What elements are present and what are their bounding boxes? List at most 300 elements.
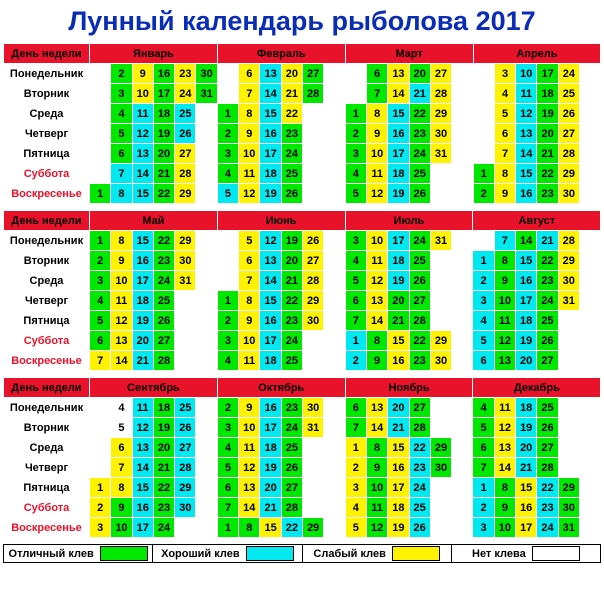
day-cell: 30 bbox=[303, 311, 324, 331]
day-cell: 20 bbox=[388, 291, 409, 311]
day-cell: 7 bbox=[111, 164, 132, 184]
empty-cell bbox=[580, 164, 601, 184]
legend-item bbox=[452, 545, 600, 562]
weekday-label: Среда bbox=[4, 271, 90, 291]
day-cell: 18 bbox=[260, 164, 281, 184]
weekday-label: Воскресенье bbox=[4, 518, 90, 538]
day-cell: 7 bbox=[111, 458, 132, 478]
legend-swatch bbox=[532, 546, 580, 561]
month-header: Август bbox=[473, 211, 601, 231]
day-cell: 3 bbox=[345, 231, 366, 251]
day-cell: 5 bbox=[473, 331, 494, 351]
empty-cell bbox=[324, 458, 345, 478]
day-cell: 25 bbox=[153, 291, 174, 311]
day-cell: 1 bbox=[217, 291, 238, 311]
day-cell: 24 bbox=[537, 291, 558, 311]
table-row bbox=[4, 478, 601, 498]
day-cell: 19 bbox=[388, 184, 409, 204]
legend-label: Отличный клев bbox=[8, 547, 94, 560]
month-header: Декабрь bbox=[473, 378, 601, 398]
weekday-label: Воскресенье bbox=[4, 351, 90, 371]
day-cell: 7 bbox=[217, 498, 238, 518]
day-cell: 23 bbox=[281, 398, 302, 418]
day-cell: 17 bbox=[260, 331, 281, 351]
legend-item bbox=[153, 545, 302, 562]
day-cell: 5 bbox=[111, 418, 132, 438]
day-cell: 24 bbox=[409, 144, 430, 164]
day-cell: 2 bbox=[217, 311, 238, 331]
day-cell: 8 bbox=[366, 331, 387, 351]
day-cell: 7 bbox=[367, 84, 388, 104]
day-cell: 30 bbox=[303, 398, 324, 418]
empty-cell bbox=[430, 184, 451, 204]
empty-cell bbox=[90, 164, 111, 184]
day-cell: 29 bbox=[430, 104, 451, 124]
day-cell: 11 bbox=[516, 84, 537, 104]
day-cell: 23 bbox=[537, 184, 558, 204]
day-cell: 28 bbox=[558, 231, 579, 251]
empty-cell bbox=[452, 124, 473, 144]
legend-item bbox=[303, 545, 452, 562]
day-cell: 14 bbox=[516, 144, 537, 164]
empty-cell bbox=[473, 231, 494, 251]
day-cell: 6 bbox=[111, 438, 132, 458]
day-cell: 2 bbox=[345, 351, 366, 371]
day-cell: 5 bbox=[90, 311, 111, 331]
day-cell: 28 bbox=[281, 498, 302, 518]
day-cell: 1 bbox=[345, 104, 366, 124]
day-cell: 3 bbox=[217, 418, 238, 438]
day-cell: 28 bbox=[558, 144, 579, 164]
day-cell: 21 bbox=[388, 418, 409, 438]
day-cell: 10 bbox=[239, 144, 260, 164]
header-day-of-week: День недели bbox=[4, 211, 90, 231]
empty-cell bbox=[303, 104, 324, 124]
empty-cell bbox=[324, 64, 345, 84]
day-cell: 11 bbox=[239, 164, 260, 184]
table-row bbox=[4, 184, 601, 204]
empty-cell bbox=[430, 251, 451, 271]
day-cell: 7 bbox=[239, 84, 260, 104]
day-cell: 17 bbox=[516, 518, 537, 538]
month-header: Апрель bbox=[473, 44, 601, 64]
empty-cell bbox=[324, 291, 345, 311]
day-cell: 22 bbox=[537, 478, 558, 498]
day-cell: 30 bbox=[175, 251, 196, 271]
day-cell: 22 bbox=[409, 104, 430, 124]
day-cell: 4 bbox=[111, 104, 132, 124]
day-cell: 14 bbox=[366, 311, 387, 331]
day-cell: 10 bbox=[239, 418, 260, 438]
day-cell: 12 bbox=[494, 331, 515, 351]
day-cell: 12 bbox=[111, 311, 132, 331]
day-cell: 26 bbox=[281, 184, 302, 204]
day-cell: 17 bbox=[260, 418, 281, 438]
day-cell: 25 bbox=[409, 498, 430, 518]
empty-cell bbox=[579, 398, 600, 418]
empty-cell bbox=[217, 251, 238, 271]
weekday-label: Вторник bbox=[4, 418, 90, 438]
day-cell: 26 bbox=[303, 231, 324, 251]
day-cell: 4 bbox=[345, 251, 366, 271]
legend-label: Нет клева bbox=[472, 547, 526, 560]
day-cell: 14 bbox=[260, 271, 281, 291]
day-cell: 13 bbox=[388, 64, 409, 84]
day-cell: 10 bbox=[239, 331, 260, 351]
day-cell: 18 bbox=[153, 398, 174, 418]
empty-cell bbox=[217, 271, 238, 291]
table-row bbox=[4, 251, 601, 271]
empty-cell bbox=[303, 331, 324, 351]
empty-cell bbox=[473, 84, 494, 104]
day-cell: 29 bbox=[430, 438, 451, 458]
day-cell: 16 bbox=[516, 498, 537, 518]
weekday-label: Суббота bbox=[4, 331, 90, 351]
day-cell: 3 bbox=[217, 144, 238, 164]
calendar-table bbox=[3, 377, 601, 538]
empty-cell bbox=[196, 478, 217, 498]
calendar-table bbox=[3, 43, 601, 204]
day-cell: 15 bbox=[516, 164, 537, 184]
day-cell: 6 bbox=[473, 438, 494, 458]
legend-swatch bbox=[100, 546, 148, 561]
day-cell: 8 bbox=[111, 231, 132, 251]
empty-cell bbox=[196, 438, 217, 458]
day-cell: 29 bbox=[558, 478, 579, 498]
day-cell: 2 bbox=[473, 184, 494, 204]
day-cell: 26 bbox=[409, 518, 430, 538]
empty-cell bbox=[90, 124, 111, 144]
empty-cell bbox=[303, 351, 324, 371]
empty-cell bbox=[303, 498, 324, 518]
month-header: Июнь bbox=[217, 211, 345, 231]
month-header: Июль bbox=[345, 211, 473, 231]
empty-cell bbox=[196, 311, 217, 331]
day-cell: 9 bbox=[494, 271, 515, 291]
day-cell: 14 bbox=[239, 498, 260, 518]
day-cell: 18 bbox=[153, 104, 174, 124]
day-cell: 16 bbox=[516, 271, 537, 291]
header-day-of-week: День недели bbox=[4, 378, 90, 398]
day-cell: 28 bbox=[303, 84, 324, 104]
day-cell: 30 bbox=[175, 498, 196, 518]
calendar-block bbox=[3, 210, 601, 371]
day-cell: 24 bbox=[537, 518, 558, 538]
empty-cell bbox=[452, 291, 473, 311]
empty-cell bbox=[217, 231, 238, 251]
day-cell: 4 bbox=[345, 498, 366, 518]
day-cell: 10 bbox=[494, 291, 515, 311]
empty-cell bbox=[324, 184, 345, 204]
empty-cell bbox=[473, 124, 494, 144]
empty-cell bbox=[324, 311, 345, 331]
day-cell: 3 bbox=[90, 271, 111, 291]
empty-cell bbox=[196, 164, 217, 184]
legend bbox=[3, 544, 601, 563]
empty-cell bbox=[196, 291, 217, 311]
day-cell: 27 bbox=[537, 438, 558, 458]
table-row bbox=[4, 498, 601, 518]
empty-cell bbox=[324, 144, 345, 164]
day-cell: 1 bbox=[473, 478, 494, 498]
calendar-table bbox=[3, 210, 601, 371]
empty-cell bbox=[90, 418, 111, 438]
day-cell: 5 bbox=[217, 184, 238, 204]
empty-cell bbox=[90, 458, 111, 478]
empty-cell bbox=[579, 458, 600, 478]
day-cell: 29 bbox=[303, 518, 324, 538]
day-cell: 19 bbox=[388, 271, 409, 291]
day-cell: 11 bbox=[367, 164, 388, 184]
day-cell: 30 bbox=[558, 184, 579, 204]
day-cell: 25 bbox=[409, 164, 430, 184]
empty-cell bbox=[558, 311, 579, 331]
day-cell: 7 bbox=[494, 231, 515, 251]
weekday-label: Пятница bbox=[4, 478, 90, 498]
day-cell: 2 bbox=[217, 398, 238, 418]
empty-cell bbox=[196, 518, 217, 538]
day-cell: 12 bbox=[132, 418, 153, 438]
day-cell: 5 bbox=[473, 418, 494, 438]
empty-cell bbox=[452, 351, 473, 371]
day-cell: 1 bbox=[217, 518, 238, 538]
day-cell: 19 bbox=[516, 418, 537, 438]
table-row bbox=[4, 291, 601, 311]
empty-cell bbox=[558, 438, 579, 458]
day-cell: 27 bbox=[281, 478, 302, 498]
day-cell: 15 bbox=[132, 478, 153, 498]
day-cell: 27 bbox=[303, 251, 324, 271]
table-row bbox=[4, 438, 601, 458]
empty-cell bbox=[430, 311, 451, 331]
day-cell: 13 bbox=[366, 291, 387, 311]
day-cell: 1 bbox=[473, 164, 494, 184]
day-cell: 20 bbox=[281, 251, 302, 271]
day-cell: 25 bbox=[175, 398, 196, 418]
empty-cell bbox=[175, 291, 196, 311]
day-cell: 27 bbox=[175, 144, 196, 164]
day-cell: 21 bbox=[153, 458, 174, 478]
day-cell: 9 bbox=[239, 124, 260, 144]
month-header: Октябрь bbox=[217, 378, 345, 398]
day-cell: 7 bbox=[494, 144, 515, 164]
table-row bbox=[4, 271, 601, 291]
empty-cell bbox=[579, 418, 600, 438]
empty-cell bbox=[579, 438, 600, 458]
empty-cell bbox=[558, 398, 579, 418]
month-header: Ноябрь bbox=[345, 378, 473, 398]
empty-cell bbox=[452, 84, 473, 104]
day-cell: 1 bbox=[217, 104, 238, 124]
day-cell: 23 bbox=[537, 271, 558, 291]
day-cell: 31 bbox=[430, 231, 451, 251]
day-cell: 12 bbox=[132, 124, 153, 144]
empty-cell bbox=[303, 478, 324, 498]
empty-cell bbox=[558, 331, 579, 351]
day-cell: 30 bbox=[558, 498, 579, 518]
day-cell: 3 bbox=[111, 84, 132, 104]
table-row bbox=[4, 104, 601, 124]
empty-cell bbox=[452, 271, 473, 291]
empty-cell bbox=[303, 124, 324, 144]
day-cell: 17 bbox=[132, 271, 153, 291]
day-cell: 2 bbox=[90, 251, 111, 271]
day-cell: 8 bbox=[494, 164, 515, 184]
day-cell: 24 bbox=[153, 271, 174, 291]
day-cell: 28 bbox=[409, 311, 430, 331]
day-cell: 9 bbox=[494, 498, 515, 518]
day-cell: 12 bbox=[494, 418, 515, 438]
empty-cell bbox=[303, 438, 324, 458]
day-cell: 28 bbox=[175, 458, 196, 478]
month-header: Февраль bbox=[217, 44, 345, 64]
day-cell: 16 bbox=[516, 184, 537, 204]
day-cell: 8 bbox=[111, 184, 132, 204]
day-cell: 1 bbox=[345, 331, 366, 351]
empty-cell bbox=[324, 478, 345, 498]
day-cell: 24 bbox=[153, 518, 174, 538]
day-cell: 25 bbox=[409, 251, 430, 271]
day-cell: 29 bbox=[558, 251, 579, 271]
day-cell: 1 bbox=[90, 231, 111, 251]
day-cell: 8 bbox=[367, 104, 388, 124]
day-cell: 24 bbox=[175, 84, 196, 104]
day-cell: 24 bbox=[281, 418, 302, 438]
empty-cell bbox=[90, 144, 111, 164]
month-header: Май bbox=[90, 211, 218, 231]
day-cell: 21 bbox=[281, 271, 302, 291]
day-cell: 22 bbox=[153, 231, 174, 251]
day-cell: 18 bbox=[516, 311, 537, 331]
day-cell: 24 bbox=[409, 231, 430, 251]
day-cell: 9 bbox=[494, 184, 515, 204]
empty-cell bbox=[90, 84, 111, 104]
day-cell: 31 bbox=[430, 144, 451, 164]
weekday-label: Суббота bbox=[4, 498, 90, 518]
day-cell: 23 bbox=[281, 311, 302, 331]
day-cell: 14 bbox=[132, 458, 153, 478]
day-cell: 12 bbox=[239, 184, 260, 204]
day-cell: 22 bbox=[409, 331, 430, 351]
day-cell: 6 bbox=[90, 331, 111, 351]
day-cell: 6 bbox=[345, 398, 366, 418]
day-cell: 19 bbox=[260, 458, 281, 478]
empty-cell bbox=[345, 84, 366, 104]
day-cell: 22 bbox=[409, 438, 430, 458]
weekday-label: Среда bbox=[4, 104, 90, 124]
empty-cell bbox=[196, 351, 217, 371]
day-cell: 8 bbox=[494, 251, 515, 271]
empty-cell bbox=[452, 498, 473, 518]
day-cell: 20 bbox=[409, 64, 430, 84]
empty-cell bbox=[324, 498, 345, 518]
legend-label: Хороший клев bbox=[161, 547, 240, 560]
day-cell: 21 bbox=[132, 351, 153, 371]
day-cell: 10 bbox=[516, 64, 537, 84]
legend-swatch bbox=[392, 546, 440, 561]
empty-cell bbox=[324, 518, 345, 538]
table-row bbox=[4, 331, 601, 351]
day-cell: 23 bbox=[537, 498, 558, 518]
day-cell: 17 bbox=[537, 64, 558, 84]
day-cell: 16 bbox=[388, 124, 409, 144]
day-cell: 13 bbox=[111, 331, 132, 351]
day-cell: 21 bbox=[516, 458, 537, 478]
day-cell: 4 bbox=[494, 84, 515, 104]
table-row bbox=[4, 231, 601, 251]
day-cell: 26 bbox=[537, 418, 558, 438]
day-cell: 1 bbox=[345, 438, 366, 458]
day-cell: 8 bbox=[111, 478, 132, 498]
empty-cell bbox=[196, 398, 217, 418]
day-cell: 26 bbox=[409, 271, 430, 291]
day-cell: 31 bbox=[196, 84, 217, 104]
day-cell: 6 bbox=[239, 251, 260, 271]
empty-cell bbox=[579, 271, 600, 291]
day-cell: 16 bbox=[260, 398, 281, 418]
day-cell: 31 bbox=[303, 418, 324, 438]
day-cell: 27 bbox=[303, 64, 324, 84]
day-cell: 4 bbox=[473, 311, 494, 331]
day-cell: 29 bbox=[558, 164, 579, 184]
empty-cell bbox=[90, 64, 111, 84]
calendar-block bbox=[3, 43, 601, 204]
day-cell: 3 bbox=[345, 144, 366, 164]
day-cell: 20 bbox=[388, 398, 409, 418]
table-row bbox=[4, 518, 601, 538]
weekday-label: Вторник bbox=[4, 84, 90, 104]
weekday-label: Четверг bbox=[4, 458, 90, 478]
day-cell: 16 bbox=[388, 458, 409, 478]
weekday-label: Понедельник bbox=[4, 398, 90, 418]
day-cell: 17 bbox=[388, 231, 409, 251]
day-cell: 18 bbox=[388, 251, 409, 271]
day-cell: 30 bbox=[430, 124, 451, 144]
empty-cell bbox=[579, 351, 600, 371]
day-cell: 13 bbox=[494, 438, 515, 458]
empty-cell bbox=[175, 518, 196, 538]
day-cell: 31 bbox=[558, 291, 579, 311]
day-cell: 26 bbox=[281, 458, 302, 478]
day-cell: 15 bbox=[260, 518, 281, 538]
empty-cell bbox=[580, 144, 601, 164]
day-cell: 16 bbox=[132, 498, 153, 518]
page-title: Лунный календарь рыболова 2017 bbox=[68, 6, 536, 36]
day-cell: 7 bbox=[345, 311, 366, 331]
day-cell: 25 bbox=[537, 398, 558, 418]
weekday-label: Воскресенье bbox=[4, 184, 90, 204]
empty-cell bbox=[196, 498, 217, 518]
day-cell: 22 bbox=[281, 291, 302, 311]
empty-cell bbox=[90, 104, 111, 124]
day-cell: 6 bbox=[494, 124, 515, 144]
day-cell: 29 bbox=[303, 291, 324, 311]
empty-cell bbox=[473, 64, 494, 84]
day-cell: 3 bbox=[90, 518, 111, 538]
empty-cell bbox=[324, 164, 345, 184]
day-cell: 30 bbox=[430, 458, 451, 478]
weekday-label: Четверг bbox=[4, 124, 90, 144]
day-cell: 17 bbox=[260, 144, 281, 164]
empty-cell bbox=[324, 398, 345, 418]
calendar-blocks bbox=[0, 43, 604, 538]
table-row bbox=[4, 164, 601, 184]
empty-cell bbox=[345, 64, 366, 84]
day-cell: 17 bbox=[516, 291, 537, 311]
day-cell: 19 bbox=[388, 518, 409, 538]
table-row bbox=[4, 84, 601, 104]
empty-cell bbox=[452, 478, 473, 498]
